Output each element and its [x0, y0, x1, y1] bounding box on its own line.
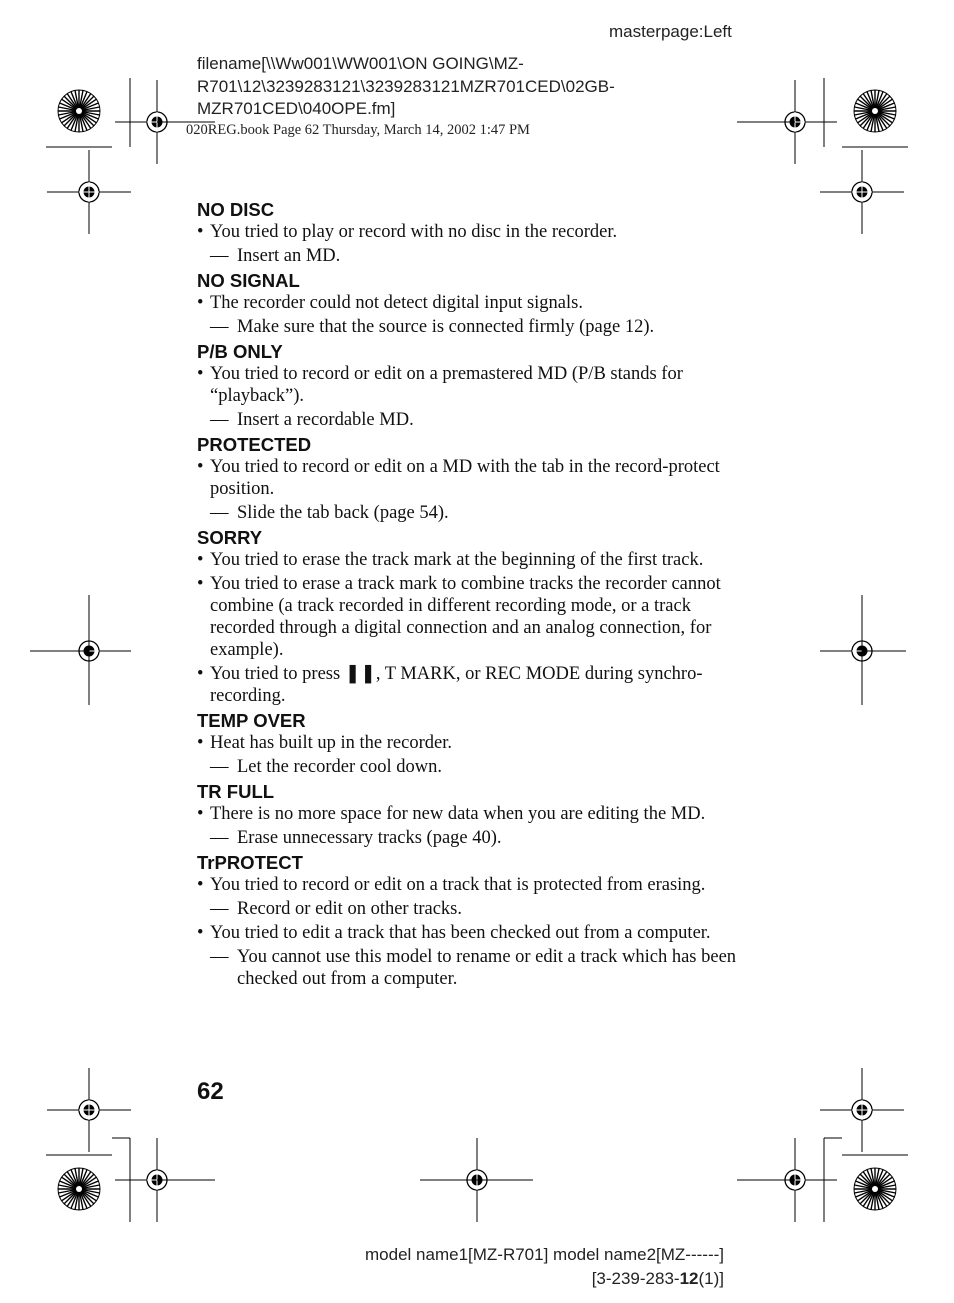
remedy-item — [197, 409, 757, 431]
message-section — [197, 340, 757, 431]
message-heading: NO DISC — [197, 199, 275, 220]
remedy-text: Insert an MD. — [237, 246, 341, 266]
cause-item — [197, 221, 757, 243]
cause-item — [197, 874, 757, 896]
remedy-item — [197, 946, 757, 990]
cause-text: You tried to play or record with no disc in the recorder. — [210, 222, 618, 242]
remedy-text: Insert a recordable MD. — [237, 410, 414, 430]
remedy-text: Record or edit on other tracks. — [237, 899, 463, 919]
message-section — [197, 709, 757, 778]
model-line: model name1[MZ-R701] model name2[MZ------] — [365, 1245, 724, 1264]
bullet-glyph: • — [197, 293, 204, 313]
dash-glyph: — — [210, 410, 229, 430]
part-code — [592, 1269, 724, 1289]
masterpage-label: masterpage:Left — [609, 22, 732, 41]
part-code-suffix: (1)] — [698, 1269, 724, 1288]
cause-item — [197, 456, 757, 500]
bullet-glyph: • — [197, 664, 204, 684]
part-code-prefix: [3-239-283- — [591, 1269, 680, 1288]
remedy-item — [197, 316, 757, 338]
cause-text: You tried to record or edit on a track that is protected from erasing. — [210, 875, 706, 895]
message-heading: SORRY — [197, 527, 263, 548]
book-info-line: 020REG.book Page 62 Thursday, March 14, 2002 1:47 PM — [186, 122, 530, 138]
message-section — [197, 269, 757, 338]
remedy-item — [197, 502, 757, 524]
message-heading: NO SIGNAL — [197, 270, 300, 291]
message-section — [197, 526, 757, 707]
remedy-text: Let the recorder cool down. — [237, 757, 442, 777]
bullet-glyph: • — [197, 733, 204, 753]
dash-glyph: — — [210, 757, 229, 777]
message-list — [197, 198, 757, 992]
dash-glyph: — — [210, 947, 229, 967]
cause-text: Heat has built up in the recorder. — [210, 733, 452, 753]
bullet-glyph: • — [197, 875, 204, 895]
bullet-glyph: • — [197, 364, 204, 384]
message-heading: PROTECTED — [197, 434, 312, 455]
remedy-text: Erase unnecessary tracks (page 40). — [237, 828, 502, 848]
cause-item — [197, 663, 757, 707]
cause-text: You tried to press ❚❚, T MARK, or REC MODE during synchro-recording. — [210, 664, 703, 706]
dash-glyph: — — [210, 503, 229, 523]
filename-line: MZR701CED\040OPE.fm] — [197, 99, 396, 118]
cause-item — [197, 573, 757, 661]
message-section — [197, 198, 757, 267]
bullet-glyph: • — [197, 550, 204, 570]
message-section — [197, 851, 757, 990]
bullet-glyph: • — [197, 574, 204, 594]
message-heading: TR FULL — [197, 781, 275, 802]
cause-text: You tried to erase a track mark to combine tracks the recorder cannot combine (a track recorded in different recording mode, or a track recorded through a digital connection and an analog connection, for example). — [210, 574, 721, 660]
dash-glyph: — — [210, 317, 229, 337]
message-section — [197, 780, 757, 849]
bullet-glyph: • — [197, 804, 204, 824]
cause-item — [197, 803, 757, 825]
part-code-bold: 12 — [679, 1269, 699, 1288]
remedy-item — [197, 898, 757, 920]
cause-text: The recorder could not detect digital input signals. — [210, 293, 583, 313]
cause-text: You tried to record or edit on a MD with the tab in the record-protect position. — [210, 457, 720, 499]
cause-text: There is no more space for new data when you are editing the MD. — [210, 804, 706, 824]
remedy-text: Slide the tab back (page 54). — [237, 503, 449, 523]
dash-glyph: — — [210, 899, 229, 919]
cause-item — [197, 549, 757, 571]
dash-glyph: — — [210, 828, 229, 848]
filename-line: R701\12\3239283121\3239283121MZR701CED\02GB- — [197, 76, 615, 96]
bullet-glyph: • — [197, 222, 204, 242]
bullet-glyph: • — [197, 923, 204, 943]
cause-text: You tried to record or edit on a premastered MD (P/B stands for “playback”). — [210, 364, 683, 406]
cause-item — [197, 732, 757, 754]
cause-item — [197, 292, 757, 314]
filename-line: filename[\\Ww001\WW001\ON GOING\MZ- — [197, 54, 524, 73]
remedy-item — [197, 756, 757, 778]
dash-glyph: — — [210, 246, 229, 266]
remedy-text: Make sure that the source is connected firmly (page 12). — [237, 317, 655, 337]
remedy-item — [197, 827, 757, 849]
cause-text: You tried to edit a track that has been checked out from a computer. — [210, 923, 711, 943]
cause-item — [197, 363, 757, 407]
message-section — [197, 433, 757, 524]
page-number: 62 — [197, 1078, 224, 1105]
message-heading: TrPROTECT — [197, 852, 303, 873]
cause-item — [197, 922, 757, 944]
remedy-text: You cannot use this model to rename or edit a track which has been checked out from a computer. — [237, 947, 737, 989]
remedy-item — [197, 245, 757, 267]
cause-text: You tried to erase the track mark at the beginning of the first track. — [210, 550, 704, 570]
message-heading: P/B ONLY — [197, 341, 283, 362]
message-heading: TEMP OVER — [197, 710, 306, 731]
bullet-glyph: • — [197, 457, 204, 477]
